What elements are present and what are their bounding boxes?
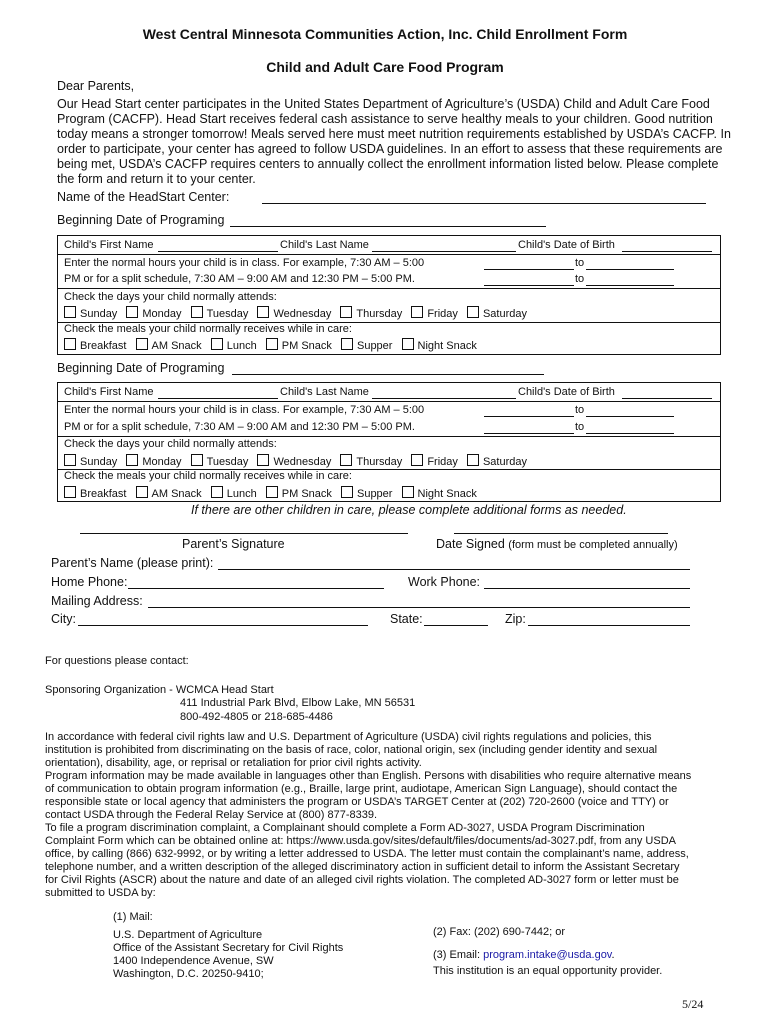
sponsor-phones: 800-492-4805 or 218-685-4486: [180, 711, 333, 723]
date-signed-field[interactable]: [454, 533, 668, 534]
child-last-name-field[interactable]: [372, 398, 516, 399]
day-option-thursday[interactable]: Thursday: [340, 454, 402, 468]
checkbox-friday[interactable]: [411, 454, 423, 466]
additional-forms-note: If there are other children in care, please complete additional forms as needed.: [191, 503, 627, 517]
to-label: to: [575, 421, 585, 433]
checkbox-monday[interactable]: [126, 454, 138, 466]
day-option-saturday[interactable]: Saturday: [467, 454, 527, 468]
intro-line: the form and return it to your center.: [57, 172, 256, 186]
meal-option-night-snack[interactable]: Night Snack: [402, 486, 477, 500]
hours-start-field-1[interactable]: [484, 269, 574, 270]
child-dob-label: Child's Date of Birth: [518, 386, 615, 398]
hours-instruction-line1: Enter the normal hours your child is in class. For example, 7:30 AM – 5:00: [64, 257, 425, 269]
work-phone-field[interactable]: [484, 588, 690, 589]
parent-signature-field[interactable]: [80, 533, 408, 534]
meal-option-lunch[interactable]: Lunch: [211, 486, 257, 500]
checkbox-breakfast[interactable]: [64, 338, 76, 350]
day-option-wednesday[interactable]: Wednesday: [257, 306, 331, 320]
intro-paragraph: [57, 97, 747, 187]
home-phone-field[interactable]: [128, 588, 384, 589]
to-label: to: [575, 257, 585, 269]
day-option-tuesday[interactable]: Tuesday: [191, 454, 249, 468]
checkbox-night-snack[interactable]: [402, 486, 414, 498]
checkbox-saturday[interactable]: [467, 306, 479, 318]
parent-name-field[interactable]: [218, 569, 690, 570]
beginning-date-field-1[interactable]: [230, 226, 546, 227]
hours-instruction-line1: Enter the normal hours your child is in class. For example, 7:30 AM – 5:00: [64, 404, 425, 416]
day-option-friday[interactable]: Friday: [411, 454, 458, 468]
intro-line: today means a stronger tomorrow! Meals served here must meet nutrition requirements established by USDA’s CACFP. In: [57, 127, 731, 141]
meal-option-am-snack[interactable]: AM Snack: [136, 486, 202, 500]
meals-options: [64, 486, 483, 500]
meal-option-am-snack[interactable]: AM Snack: [136, 338, 202, 352]
child-dob-field[interactable]: [622, 398, 712, 399]
state-field[interactable]: [424, 625, 488, 626]
checkbox-pm-snack[interactable]: [266, 338, 278, 350]
meal-option-lunch[interactable]: Lunch: [211, 338, 257, 352]
home-phone-label: Home Phone:: [51, 575, 128, 589]
checkbox-supper[interactable]: [341, 338, 353, 350]
beginning-date-label-1: Beginning Date of Programing: [57, 213, 225, 227]
equal-opportunity-statement: This institution is an equal opportunity provider.: [433, 965, 663, 977]
child-last-name-label: Child's Last Name: [280, 239, 369, 251]
nondiscrimination-statement: In accordance with federal civil rights law and U.S. Department of Agriculture (USDA) civil rights regulations and policies, this institution is prohibited from discriminating on the basis of race, color, national origin, sex (including gender identity and sexual orientation), disability, age, or reprisal or retaliation for prior civil rights activity. Program information may be made available in languages other than English. Persons with disabilities who require alternative means of communication to obtain program information (e.g., Braille, large print, audiotape, American Sign Language), should contact the responsible state or local agency that administers the program or USDA’s TARGET Center at (202) 720-2600 (voice and TTY) or contact USDA through the Federal Relay Service at (800) 877-8339. To file a program discrimination complaint, a Complainant should complete a Form AD-3027, USDA Program Discrimination Complaint Form which can be obtained online at: https://www.usda.gov/sites/default/files/documents/ad-3027.pdf, from any USDA office, by calling (866) 632-9992, or by writing a letter addressed to USDA. The letter must contain the complainant’s name, address, telephone number, and a written description of the alleged discriminatory action in sufficient detail to inform the Assistant Secretary for Civil Rights (ASCR) about the nature and date of an alleged civil rights violation. The completed AD-3027 form or letter must be submitted to USDA by:: [45, 731, 692, 899]
checkbox-supper[interactable]: [341, 486, 353, 498]
parent-name-label: Parent’s Name (please print):: [51, 556, 214, 570]
hours-end-field-1[interactable]: [586, 269, 674, 270]
meal-option-breakfast[interactable]: Breakfast: [64, 486, 126, 500]
beginning-date-label-2: Beginning Date of Programing: [57, 361, 225, 375]
sponsor-name: Sponsoring Organization - WCMCA Head Start: [45, 684, 274, 696]
hours-end-field-2[interactable]: [586, 433, 674, 434]
city-field[interactable]: [78, 625, 368, 626]
date-signed-label: Date Signed (form must be completed annually): [436, 537, 678, 551]
sponsor-address: 411 Industrial Park Blvd, Elbow Lake, MN 56531: [180, 697, 416, 709]
checkbox-pm-snack[interactable]: [266, 486, 278, 498]
hours-end-field-1[interactable]: [586, 416, 674, 417]
hours-start-field-2[interactable]: [484, 433, 574, 434]
fax-line: (2) Fax: (202) 690-7442; or: [433, 926, 566, 938]
form-subtitle: Child and Adult Care Food Program: [266, 59, 504, 75]
meal-option-supper[interactable]: Supper: [341, 338, 392, 352]
state-label: State:: [390, 612, 423, 626]
meals-label: Check the meals your child normally receives while in care:: [64, 470, 352, 482]
checkbox-thursday[interactable]: [340, 454, 352, 466]
day-option-friday[interactable]: Friday: [411, 306, 458, 320]
hours-instruction-line2: PM or for a split schedule, 7:30 AM – 9:00 AM and 12:30 PM – 5:00 PM.: [64, 273, 415, 285]
days-options: [64, 454, 533, 468]
day-option-monday[interactable]: Monday: [126, 306, 181, 320]
center-name-field[interactable]: [262, 203, 706, 204]
checkbox-am-snack[interactable]: [136, 486, 148, 498]
checkbox-friday[interactable]: [411, 306, 423, 318]
hours-end-field-2[interactable]: [586, 285, 674, 286]
mail-label: (1) Mail:: [113, 911, 153, 923]
checkbox-wednesday[interactable]: [257, 454, 269, 466]
child-last-name-label: Child's Last Name: [280, 386, 369, 398]
to-label: to: [575, 404, 585, 416]
checkbox-tuesday[interactable]: [191, 306, 203, 318]
checkbox-tuesday[interactable]: [191, 454, 203, 466]
checkbox-sunday[interactable]: [64, 306, 76, 318]
day-option-sunday[interactable]: Sunday: [64, 454, 117, 468]
intro-line: being met, USDA’s CACFP requires centers to annually collect the enrollment information listed below. Please complete: [57, 157, 719, 171]
meal-option-supper[interactable]: Supper: [341, 486, 392, 500]
intro-line: Program (CACFP). Head Start receives federal cash assistance to serve healthy meals to your children. Good nutrition: [57, 112, 713, 126]
city-label: City:: [51, 612, 76, 626]
intro-line: Our Head Start center participates in the United States Department of Agriculture’s (USDA) Child and Adult Care Food: [57, 97, 710, 111]
meal-option-pm-snack[interactable]: PM Snack: [266, 338, 332, 352]
form-title: West Central Minnesota Communities Action, Inc. Child Enrollment Form: [142, 26, 628, 42]
meal-option-night-snack[interactable]: Night Snack: [402, 338, 477, 352]
zip-label: Zip:: [505, 612, 526, 626]
email-line: (3) Email: program.intake@usda.gov.: [433, 949, 615, 961]
child-first-name-field[interactable]: [158, 251, 278, 252]
mailing-address-field[interactable]: [148, 607, 690, 608]
child-first-name-field[interactable]: [158, 398, 278, 399]
day-option-sunday[interactable]: Sunday: [64, 306, 117, 320]
checkbox-wednesday[interactable]: [257, 306, 269, 318]
zip-field[interactable]: [528, 625, 690, 626]
center-name-label: Name of the HeadStart Center:: [57, 190, 230, 204]
checkbox-sunday[interactable]: [64, 454, 76, 466]
checkbox-monday[interactable]: [126, 306, 138, 318]
day-option-monday[interactable]: Monday: [126, 454, 181, 468]
mailing-address-label: Mailing Address:: [51, 594, 143, 608]
meal-option-breakfast[interactable]: Breakfast: [64, 338, 126, 352]
day-option-wednesday[interactable]: Wednesday: [257, 454, 331, 468]
day-option-thursday[interactable]: Thursday: [340, 306, 402, 320]
checkbox-breakfast[interactable]: [64, 486, 76, 498]
child-first-name-label: Child's First Name: [64, 239, 154, 251]
days-label: Check the days your child normally attends:: [64, 291, 277, 303]
days-options: [64, 306, 533, 320]
contact-question: For questions please contact:: [45, 655, 189, 667]
beginning-date-field-2[interactable]: [232, 374, 544, 375]
meals-options: [64, 338, 483, 352]
child-table-2: [57, 382, 721, 502]
checkbox-night-snack[interactable]: [402, 338, 414, 350]
child-first-name-label: Child's First Name: [64, 386, 154, 398]
hours-start-field-2[interactable]: [484, 285, 574, 286]
checkbox-saturday[interactable]: [467, 454, 479, 466]
hours-start-field-1[interactable]: [484, 416, 574, 417]
to-label: to: [575, 273, 585, 285]
day-option-tuesday[interactable]: Tuesday: [191, 306, 249, 320]
greeting: Dear Parents,: [57, 79, 135, 93]
child-table-1: [57, 235, 721, 355]
days-label: Check the days your child normally attends:: [64, 438, 277, 450]
child-dob-field[interactable]: [622, 251, 712, 252]
checkbox-am-snack[interactable]: [136, 338, 148, 350]
mail-address: U.S. Department of Agriculture Office of the Assistant Secretary for Civil Rights 1400 Independence Avenue, SW Washington, D.C. 20250-9410;: [113, 929, 344, 980]
checkbox-thursday[interactable]: [340, 306, 352, 318]
parent-signature-label: Parent’s Signature: [182, 537, 285, 551]
checkbox-lunch[interactable]: [211, 486, 223, 498]
email-link[interactable]: program.intake@usda.gov: [483, 949, 612, 961]
intro-line: order to participate, your center has agreed to follow USDA guidelines. In an effort to assess that these requirements are: [57, 142, 723, 156]
meals-label: Check the meals your child normally receives while in care:: [64, 323, 352, 335]
child-dob-label: Child's Date of Birth: [518, 239, 615, 251]
meal-option-pm-snack[interactable]: PM Snack: [266, 486, 332, 500]
form-version: 5/24: [682, 997, 704, 1011]
day-option-saturday[interactable]: Saturday: [467, 306, 527, 320]
hours-instruction-line2: PM or for a split schedule, 7:30 AM – 9:00 AM and 12:30 PM – 5:00 PM.: [64, 421, 415, 433]
work-phone-label: Work Phone:: [408, 575, 481, 589]
child-last-name-field[interactable]: [372, 251, 516, 252]
checkbox-lunch[interactable]: [211, 338, 223, 350]
